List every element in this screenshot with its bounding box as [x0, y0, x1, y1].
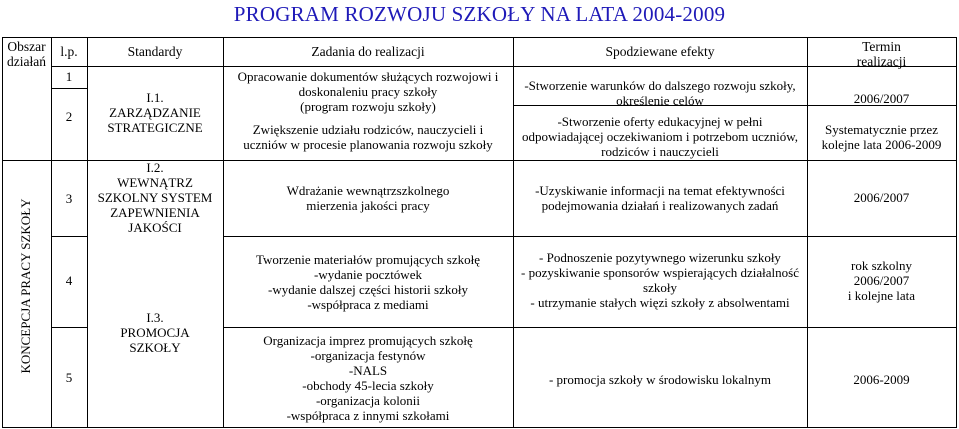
effect-cell: - promocja szkoły w środowisku lokalnym: [548, 372, 772, 387]
header-standards: Standardy: [127, 44, 183, 59]
row-number: 2: [65, 109, 73, 124]
row-number: 1: [65, 69, 73, 84]
task-cell: Zwiększenie udziału rodziców, nauczycieli i uczniów w procesie planowania rozwoju szkoły: [243, 122, 493, 152]
task-cell: Opracowanie dokumentów służących rozwojowi i doskonaleniu pracy szkoły (program rozwoju szkoły): [237, 69, 499, 114]
term-cell: rok szkolny 2006/2007 i kolejne lata: [847, 258, 916, 303]
header-lp: l.p.: [60, 44, 78, 59]
page-title: PROGRAM ROZWOJU SZKOŁY NA LATA 2004-2009: [233, 2, 726, 26]
term-cell: Systematycznie przez kolejne lata 2006-2009: [821, 122, 942, 152]
header-tasks: Zadania do realizacji: [311, 44, 425, 59]
effect-cell: -Stworzenie warunków do dalszego rozwoju szkoły, określenie celów: [524, 78, 796, 108]
header-term: Termin realizacji: [856, 39, 907, 69]
effect-cell: -Stworzenie oferty edukacyjnej w pełni odpowiadającej oczekiwaniom i potrzebom uczniów, rodziców i nauczycieli: [521, 114, 799, 159]
term-cell: 2006-2009: [853, 372, 910, 387]
task-cell: Wdrażanie wewnątrzszkolnego mierzenia jakości pracy: [286, 183, 450, 213]
task-cell: Tworzenie materiałów promujących szkołę -wydanie pocztówek -wydanie dalszej części historii szkoły -współpraca z mediami: [256, 252, 480, 312]
term-cell: 2006/2007: [853, 190, 910, 205]
row-number: 4: [65, 273, 73, 288]
row-number: 5: [65, 370, 73, 385]
area-label: KONCEPCJA PRACY SZKOŁY: [18, 198, 33, 374]
standard-cell: I.3. PROMOCJA SZKOŁY: [120, 310, 190, 355]
task-cell: Organizacja imprez promujących szkołę -organizacja festynów -NALS -obchody 45-lecia szkoły -organizacja kolonii -współpraca z innymi szkołami: [263, 333, 473, 423]
header-effects: Spodziewane efekty: [605, 44, 715, 59]
standard-cell: I.1. ZARZĄDZANIE STRATEGICZNE: [107, 90, 203, 135]
standard-cell: I.2. WEWNĄTRZ SZKOLNY SYSTEM ZAPEWNIENIA JAKOŚCI: [97, 160, 213, 235]
header-area: Obszar działań: [7, 39, 46, 69]
effect-cell: - Podnoszenie pozytywnego wizerunku szkoły - pozyskiwanie sponsorów wspierających działalność szkoły - utrzymanie stałych więzi szkoły z absolwentami: [521, 250, 799, 310]
term-cell: 2006/2007: [853, 91, 910, 106]
row-number: 3: [65, 191, 73, 206]
effect-cell: -Uzyskiwanie informacji na temat efektywności podejmowania działań i realizowanych zadań: [535, 183, 785, 213]
